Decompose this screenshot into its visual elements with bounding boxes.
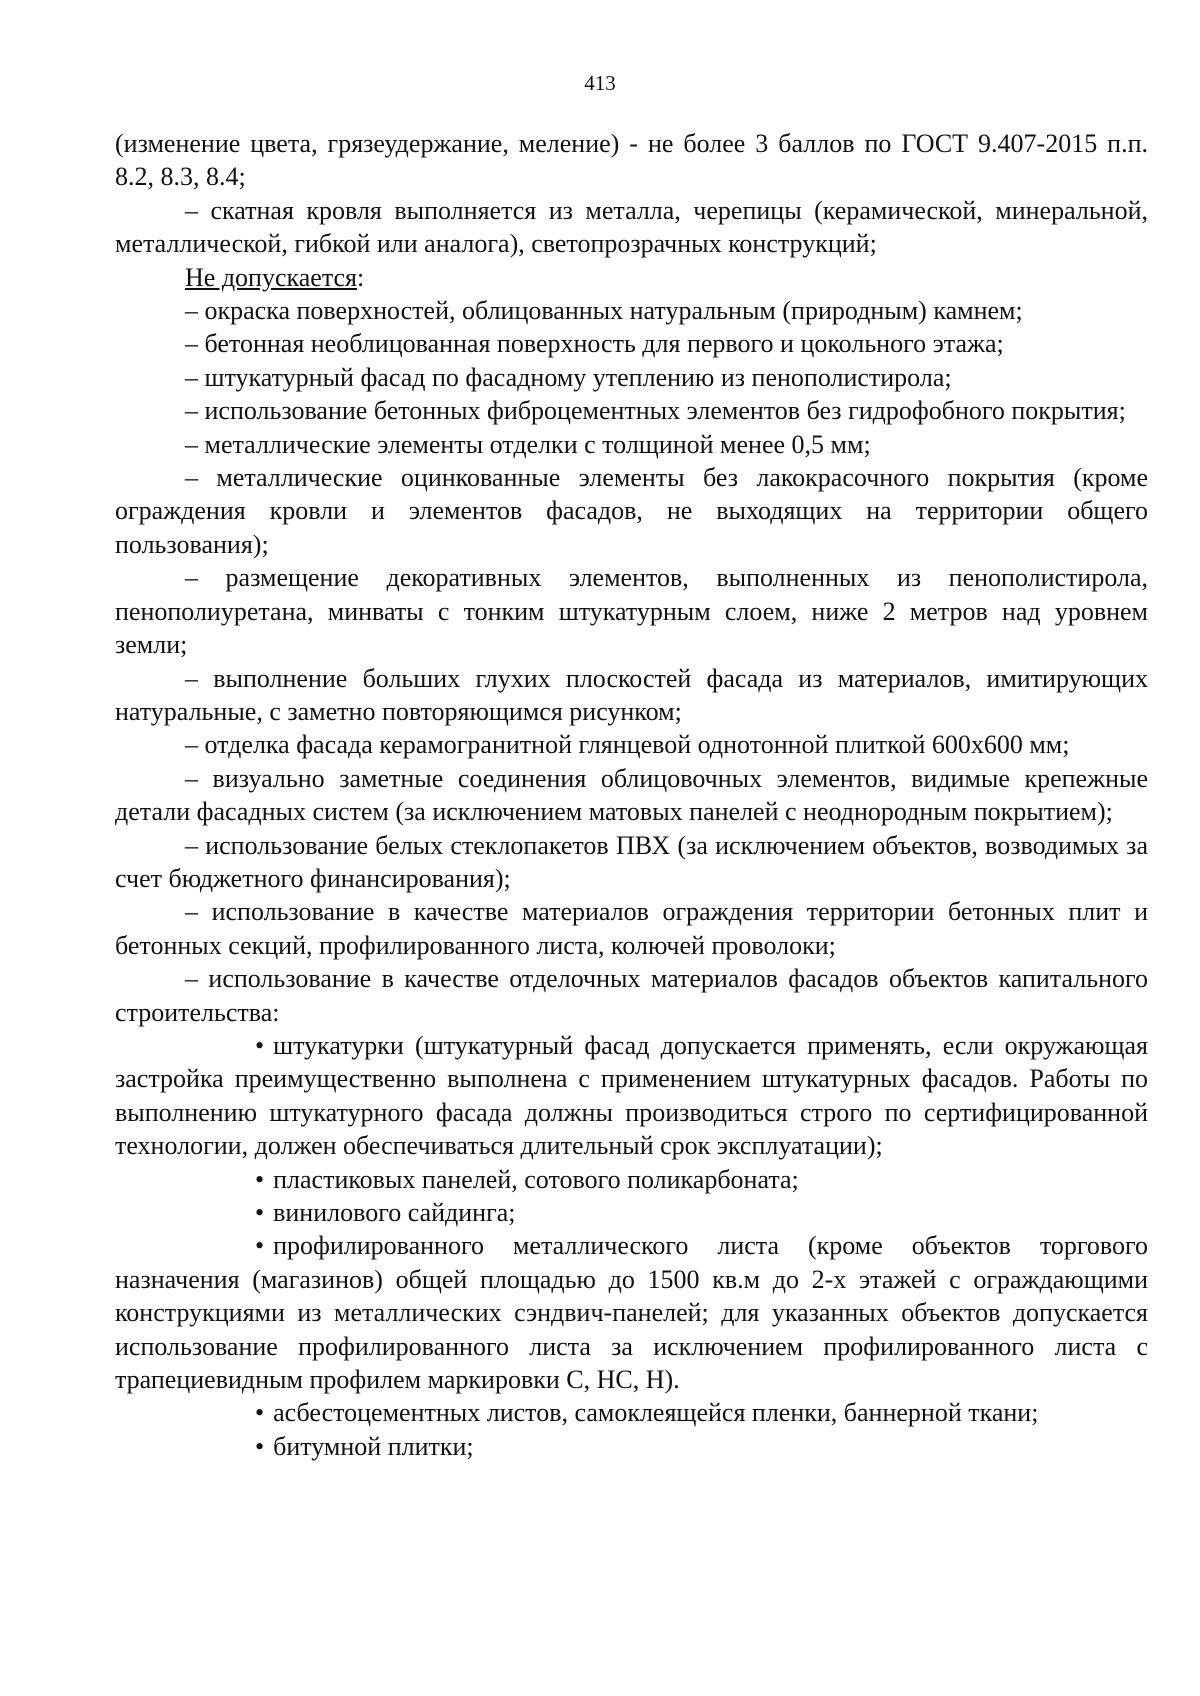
restriction-item: – использование бетонных фиброцементных элементов без гидрофобного покрытия; [185, 396, 1126, 426]
paragraph-continuation: (изменение цвета, грязеудержание, меление) - не более 3 баллов по ГОСТ 9.407-2015 п.п. 8.2, 8.3, 8.4; [115, 129, 1148, 192]
document-body [115, 127, 1148, 1463]
not-allowed-heading-line [115, 261, 1148, 294]
bullet-icon: • [255, 1198, 265, 1227]
bullet-icon: • [255, 1231, 265, 1261]
bullet-item [115, 1430, 1148, 1463]
bullet-item [115, 1396, 1148, 1429]
restriction-item: – использование в качестве материалов ограждения территории бетонных плит и бетонных секций, профилированного листа, колючей проволоки; [115, 897, 1148, 960]
restriction-item: – металлические элементы отделки с толщиной менее 0,5 мм; [185, 429, 871, 459]
restriction-item: – отделка фасада керамогранитной глянцевой однотонной плиткой 600x600 мм; [185, 730, 1070, 760]
restriction-item: – штукатурный фасад по фасадному утеплению из пенополистирола; [185, 362, 952, 392]
page-number: 413 [584, 71, 616, 95]
bullet-text: винилового сайдинга; [273, 1198, 516, 1227]
bullet-icon: • [255, 1030, 265, 1060]
bullet-text: асбестоцементных листов, самоклеящейся пленки, баннерной ткани; [273, 1398, 1039, 1428]
restriction-item: – бетонная необлицованная поверхность для первого и цокольного этажа; [185, 329, 1004, 359]
restriction-item: – использование белых стеклопакетов ПВХ (за исключением объектов, возводимых за счет бюджетного финансирования); [115, 830, 1148, 893]
bullet-text: пластиковых панелей, сотового поликарбоната; [273, 1164, 799, 1194]
bullet-text: битумной плитки; [273, 1431, 474, 1461]
bullet-text: штукатурки (штукатурный фасад допускается применять, если окружающая застройка преимущественно выполнена с применением штукатурных фасадов. Работы по выполнению штукатурного фасада должны производиться строго по сертифицированной технологии, должен обеспечиваться длительный срок эксплуатации); [115, 1030, 1148, 1161]
bullet-icon: • [255, 1164, 265, 1194]
restriction-item: – окраска поверхностей, облицованных натуральным (природным) камнем; [185, 296, 1023, 326]
restriction-item: – использование в качестве отделочных материалов фасадов объектов капитального строительства: [115, 964, 1148, 1027]
bullet-text: профилированного металлического листа (кроме объектов торгового назначения (магазинов) общей площадью до 1500 кв.м до 2-х этажей с ограждающими конструкциями из металлических сэндвич-панелей; для указанных объектов допускается использование профилированного листа за исключением профилированного листа с трапециевидным профилем маркировки С, НС, Н). [115, 1231, 1148, 1395]
bullet-item [115, 1163, 1148, 1196]
paragraph-roof: – скатная кровля выполняется из металла, черепицы (керамической, минеральной, металлической, гибкой или аналога), светопрозрачных конструкций; [115, 195, 1148, 259]
bullet-item [115, 1229, 1148, 1396]
bullet-item [115, 1196, 1148, 1229]
heading-colon: : [357, 262, 365, 292]
restriction-item: – металлические оцинкованные элементы без лакокрасочного покрытия (кроме ограждения кровли и элементов фасадов, не выходящих на территории общего пользования); [115, 463, 1148, 559]
restriction-item: – визуально заметные соединения облицовочных элементов, видимые крепежные детали фасадных систем (за исключением матовых панелей с неоднородным покрытием); [115, 763, 1148, 827]
restriction-item: – выполнение больших глухих плоскостей фасада из материалов, имитирующих натуральные, с заметно повторяющимся рисунком; [115, 663, 1148, 726]
bullet-icon: • [255, 1431, 265, 1461]
bullet-item [115, 1029, 1148, 1163]
not-allowed-heading: Не допускается [185, 262, 357, 292]
restriction-item: – размещение декоративных элементов, выполненных из пенополистирола, пенополиуретана, минваты с тонким штукатурным слоем, ниже 2 метров над уровнем земли; [115, 563, 1148, 660]
bullet-icon: • [255, 1398, 265, 1428]
